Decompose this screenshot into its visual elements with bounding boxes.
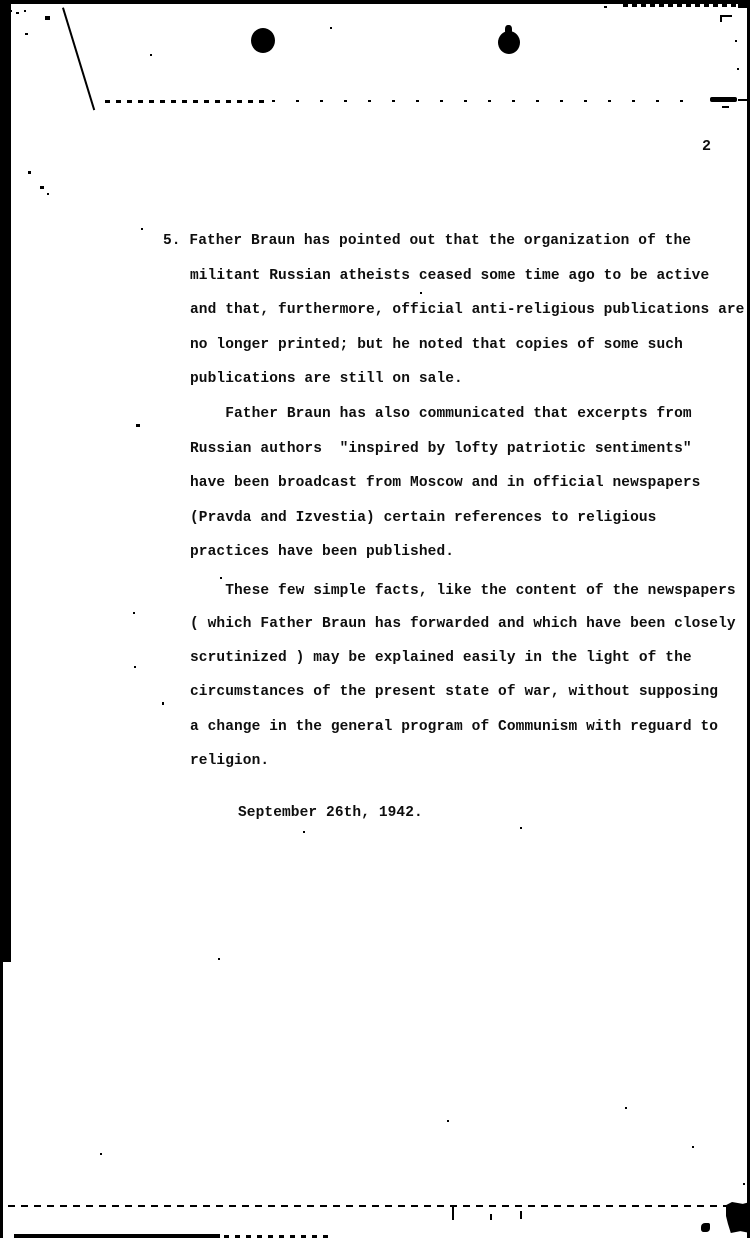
text-line: publications are still on sale.: [190, 371, 463, 387]
hole-punch-dot-left: [251, 28, 275, 53]
scan-speck: [330, 27, 332, 29]
scan-speck: [520, 827, 522, 829]
scan-edge-top-dashes: [623, 3, 750, 7]
scan-speck: [735, 40, 737, 42]
text-line: (Pravda and Izvestia) certain references to religious: [190, 510, 657, 526]
text-line: a change in the general program of Communism with reguard to: [190, 719, 719, 735]
text-line: religion.: [190, 753, 270, 769]
scan-smudge-right-tail: [738, 99, 747, 101]
scan-speck: [150, 54, 152, 56]
text-line: practices have been published.: [190, 544, 455, 560]
scan-speck: [737, 68, 739, 70]
scan-speck: [45, 16, 50, 20]
scan-corner-glyph-v: [720, 17, 722, 22]
scan-scratch-line: [62, 7, 95, 110]
scan-corner-top-right: [738, 0, 750, 8]
text-line: militant Russian atheists ceased some time ago to be active: [190, 268, 710, 284]
scan-speck: [420, 292, 422, 294]
text-line: scrutinized ) may be explained easily in the light of the: [190, 650, 692, 666]
scan-speck: [133, 612, 135, 614]
scan-speck: [28, 171, 31, 174]
scan-speck: [162, 702, 164, 705]
scan-speck: [447, 1120, 449, 1122]
scan-speck: [24, 10, 26, 12]
text-line: Father Braun has also communicated that excerpts from: [190, 406, 692, 422]
scan-speck: [100, 1153, 102, 1155]
scan-dotted-line-top-sparse: [272, 100, 692, 102]
scan-speck: [16, 12, 19, 14]
page-number: 2: [702, 138, 712, 155]
scan-speck: [604, 6, 607, 8]
text-line: Russian authors "inspired by lofty patriotic sentiments": [190, 441, 692, 457]
scan-speck: [743, 1183, 745, 1185]
text-line: have been broadcast from Moscow and in official newspapers: [190, 475, 701, 491]
scan-tick: [452, 1206, 454, 1220]
text-line: no longer printed; but he noted that copies of some such: [190, 337, 683, 353]
text-line: and that, furthermore, official anti-religious publications are: [190, 302, 745, 318]
scan-smudge-right-under: [722, 106, 729, 108]
scan-speck: [625, 1107, 627, 1109]
scan-tick: [490, 1214, 492, 1220]
scan-bottom-bar: [14, 1234, 220, 1238]
scan-dashed-line-bottom: [8, 1205, 748, 1207]
scan-speck: [40, 186, 44, 189]
scan-smudge-right: [710, 97, 737, 102]
scan-speck: [303, 831, 305, 833]
scan-speck: [25, 33, 28, 35]
text-line: ( which Father Braun has forwarded and which have been closely: [190, 616, 736, 632]
text-line: circumstances of the present state of war, without supposing: [190, 684, 719, 700]
scan-speck: [220, 577, 222, 579]
scan-speck: [136, 424, 140, 427]
scan-speck: [218, 958, 220, 960]
hole-punch-dot-right: [498, 31, 520, 54]
scan-edge-left-bar: [0, 0, 11, 962]
scan-tick: [520, 1211, 522, 1219]
scan-mark-b: [701, 1223, 710, 1232]
scan-speck: [141, 228, 143, 230]
scan-speck: [134, 666, 136, 668]
scan-dotted-line-top-dense: [105, 100, 267, 103]
scan-speck: [47, 193, 49, 195]
scan-edge-left-bar-thin: [0, 960, 3, 1238]
text-line: 5. Father Braun has pointed out that the organization of the: [163, 233, 692, 249]
scan-speck: [8, 10, 12, 12]
scan-corner-blob-bottom-right: [726, 1202, 750, 1233]
text-line: These few simple facts, like the content of the newspapers: [190, 583, 736, 599]
scan-speck: [692, 1146, 694, 1148]
date-line: September 26th, 1942.: [238, 805, 423, 821]
